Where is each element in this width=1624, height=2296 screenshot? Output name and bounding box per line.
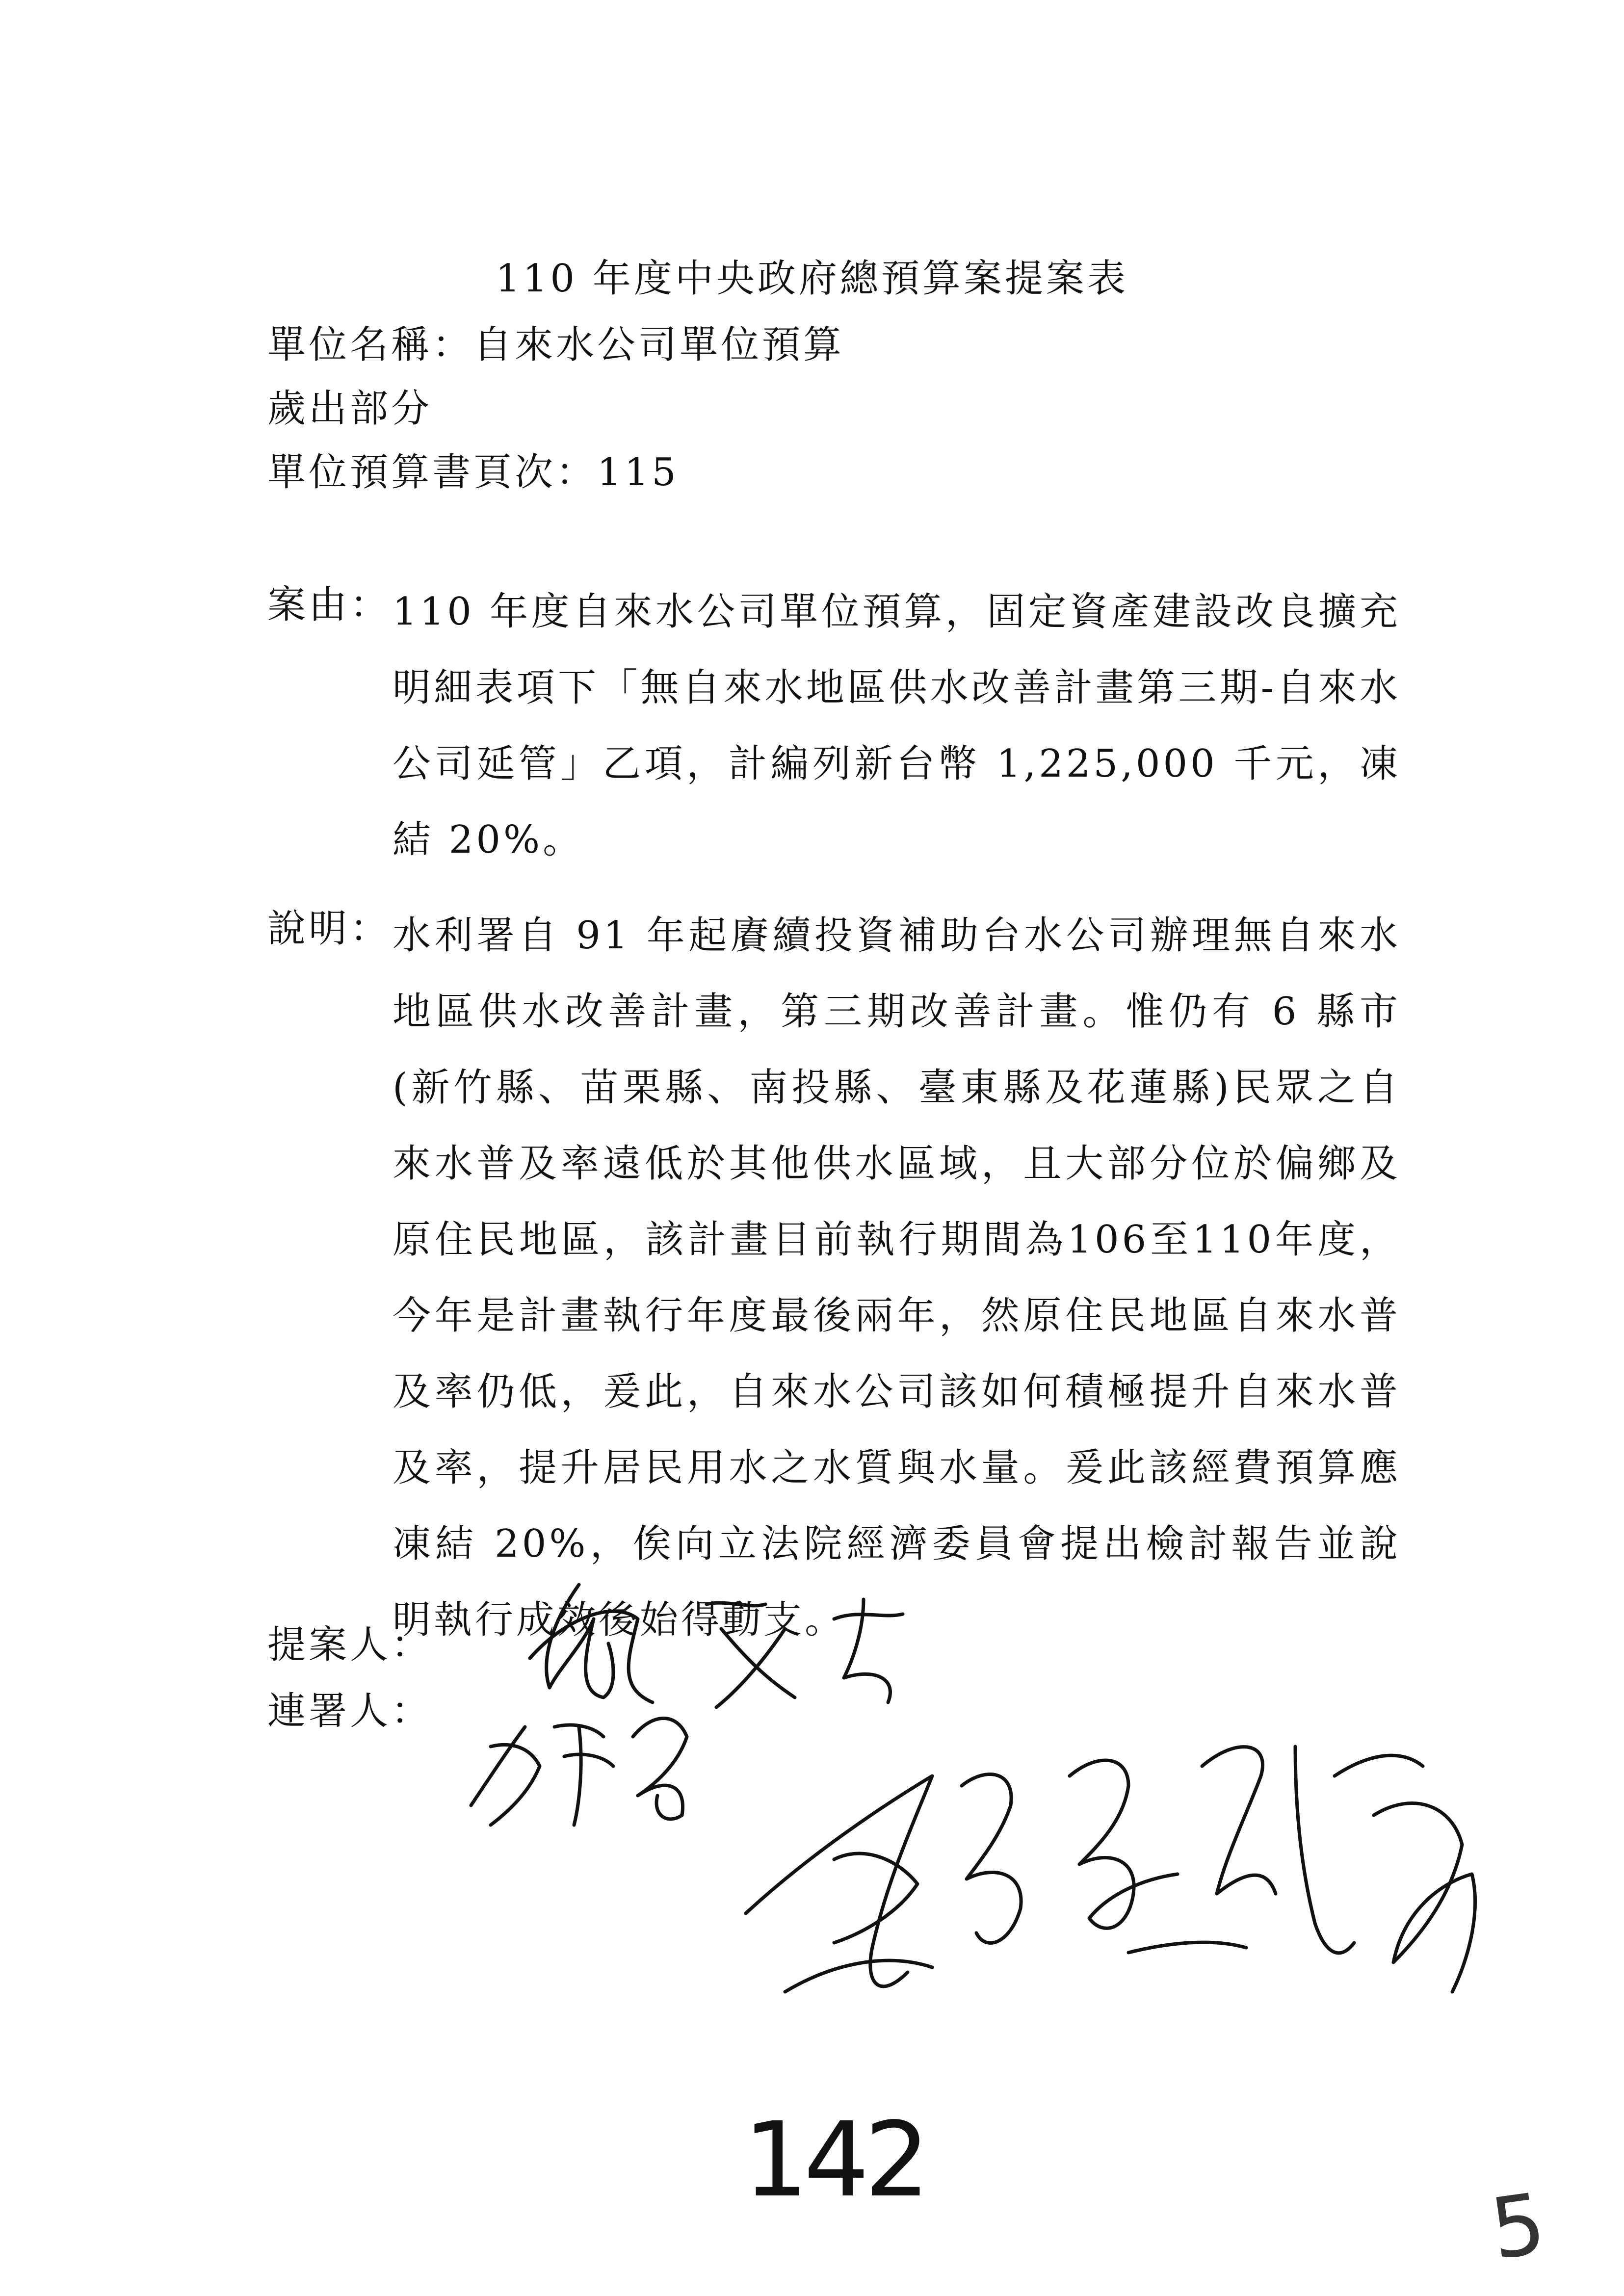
cosigner-signature-stroke [962, 1774, 1021, 1943]
cosigner-signature-stroke [1374, 1803, 1475, 1992]
cosigner-signature-stroke [1295, 1747, 1423, 1953]
cosigner-signature-stroke [471, 1727, 540, 1825]
cosigner-signature-stroke [1202, 1747, 1276, 1894]
document-title: 110 年度中央政府總預算案提案表 [496, 257, 1128, 301]
unit-name: 單位名稱：自來水公司單位預算 [267, 323, 845, 367]
cosigner-signature-stroke [834, 1853, 917, 1943]
cosigner-signature-stroke [1070, 1760, 1178, 1928]
cosigner-signature-stroke [785, 1942, 1246, 1992]
description-section [267, 898, 1401, 1658]
handwritten-sheet-number: 5 [1485, 2175, 1551, 2279]
proposer-label: 提案人： [267, 1623, 433, 1667]
cosigner-signature-stroke [746, 1776, 932, 1986]
case-label: 案由： [267, 583, 392, 627]
budget-page-reference: 單位預算書頁次：115 [267, 450, 679, 495]
cosigner-signature-stroke [633, 1719, 687, 1819]
description-text: 水利署自 91 年起賡續投資補助台水公司辦理無自來水地區供水改善計畫，第三期改善計畫。惟仍有 6 縣市(新竹縣、苗栗縣、南投縣、臺東縣及花蓮縣)民眾之自來水普及率遠低於其他供水區域，且大部分位於偏鄉及原住民地區，該計畫目前執行期間為106至110年度，今年是計畫執行年度最後兩年，然原住民地區自來水普及率仍低，爰此，自來水公司該如何積極提升自來水普及率，提升居民用水之水質與水量。爰此該經費預算應凍結 20%，俟向立法院經濟委員會提出檢討報告並說明執行成效後始得動支。 [393, 913, 1401, 1642]
handwritten-page-number: 142 [743, 2100, 925, 2220]
case-section [267, 574, 1401, 878]
description-label: 說明： [267, 907, 392, 951]
cosigner-signature-stroke [554, 1725, 613, 1825]
case-text: 110 年度自來水公司單位預算，固定資產建設改良擴充明細表項下「無自來水地區供水改善計畫第三期-自來水公司延管」乙項，計編列新台幣 1,225,000 千元，凍結 20%。 [393, 590, 1401, 862]
budget-section-type: 歲出部分 [267, 387, 433, 431]
cosigner-label: 連署人： [267, 1689, 433, 1733]
